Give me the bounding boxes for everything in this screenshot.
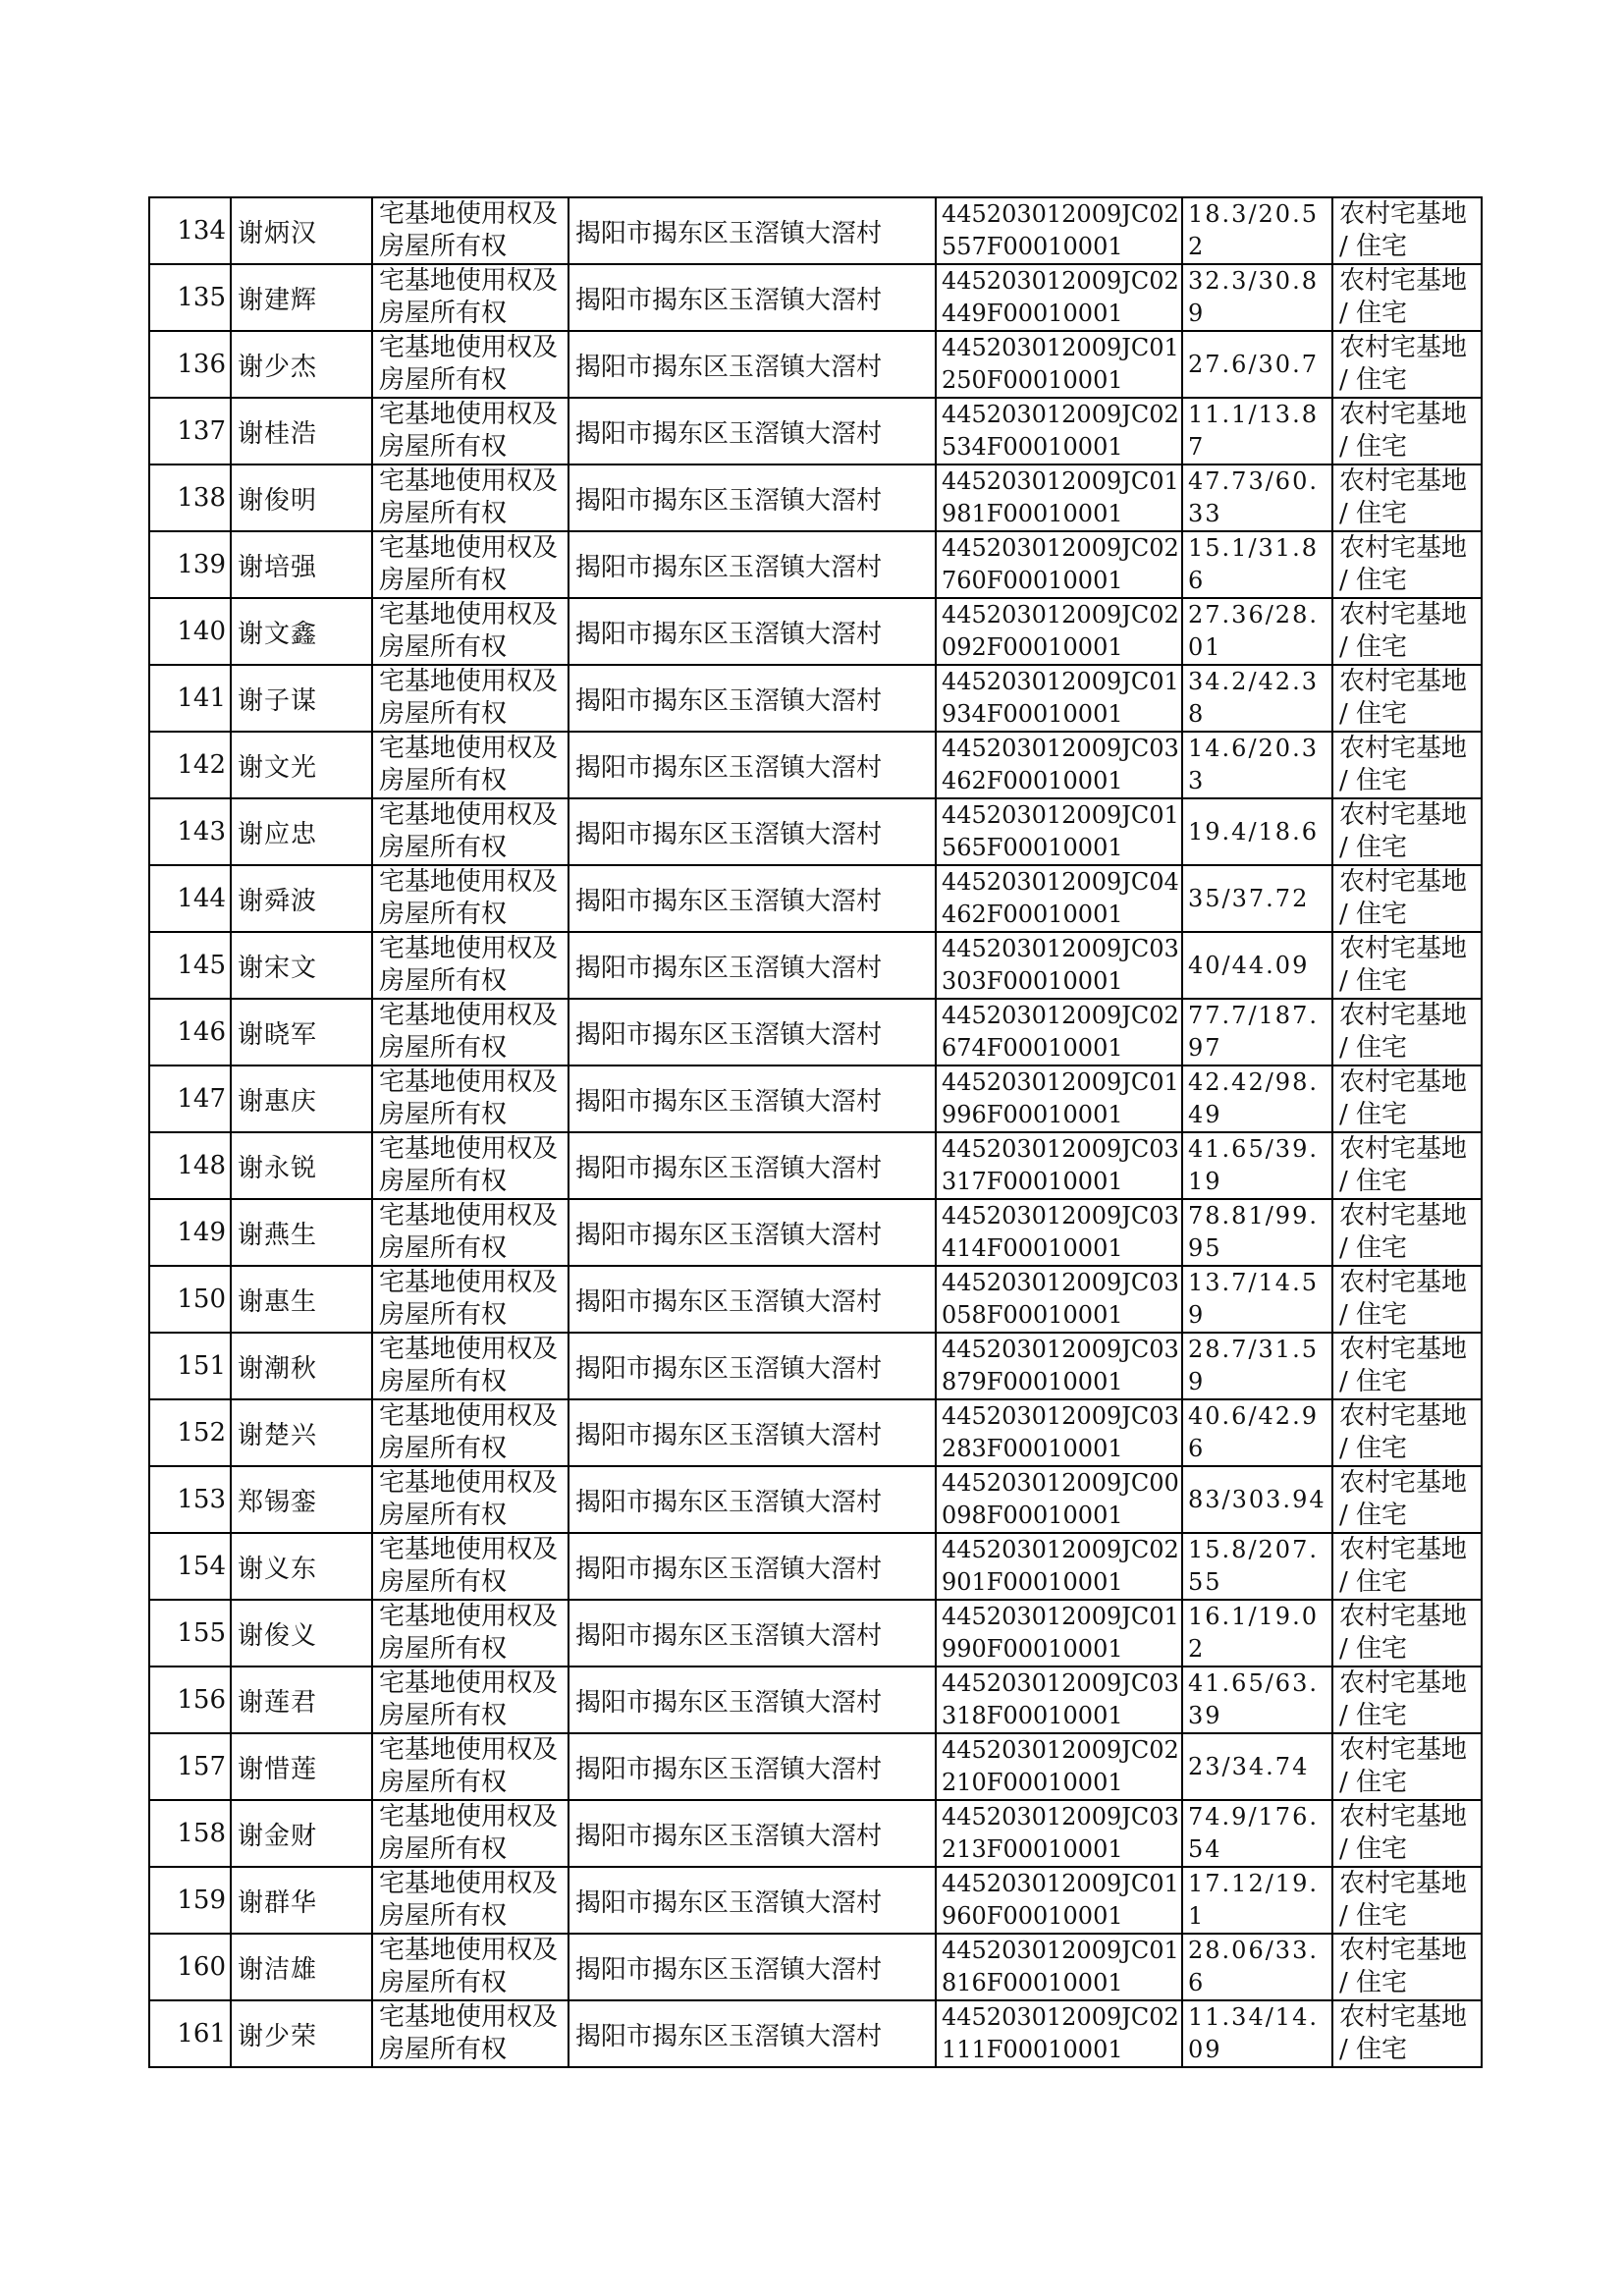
row-number-cell: 141 [149, 665, 231, 732]
row-number-cell: 157 [149, 1733, 231, 1800]
right-type-cell: 宅基地使用权及房屋所有权 [372, 932, 568, 999]
right-type-cell: 宅基地使用权及房屋所有权 [372, 1667, 568, 1733]
land-use-cell: 农村宅基地 / 住宅 [1332, 1867, 1482, 1934]
area-values-cell: 28.06/33.6 [1182, 1934, 1332, 2000]
land-use-cell: 农村宅基地 / 住宅 [1332, 1399, 1482, 1466]
unit-code-cell: 445203012009JC02901F00010001 [936, 1533, 1182, 1600]
right-type-cell: 宅基地使用权及房屋所有权 [372, 1132, 568, 1199]
unit-code-cell: 445203012009JC01816F00010001 [936, 1934, 1182, 2000]
right-type-cell: 宅基地使用权及房屋所有权 [372, 531, 568, 598]
row-number-cell: 154 [149, 1533, 231, 1600]
area-values-cell: 77.7/187.97 [1182, 999, 1332, 1066]
unit-code-cell: 445203012009JC02449F00010001 [936, 264, 1182, 331]
unit-code-cell: 445203012009JC03213F00010001 [936, 1800, 1182, 1867]
land-use-cell: 农村宅基地 / 住宅 [1332, 197, 1482, 264]
row-number-cell: 160 [149, 1934, 231, 2000]
right-type-cell: 宅基地使用权及房屋所有权 [372, 598, 568, 665]
right-type-cell: 宅基地使用权及房屋所有权 [372, 1934, 568, 2000]
area-values-cell: 14.6/20.33 [1182, 732, 1332, 798]
row-number-cell: 147 [149, 1066, 231, 1132]
row-number-cell: 149 [149, 1199, 231, 1266]
land-use-cell: 农村宅基地 / 住宅 [1332, 1466, 1482, 1533]
unit-code-cell: 445203012009JC02760F00010001 [936, 531, 1182, 598]
unit-code-cell: 445203012009JC03303F00010001 [936, 932, 1182, 999]
land-use-cell: 农村宅基地 / 住宅 [1332, 531, 1482, 598]
table-row [149, 798, 1482, 865]
right-type-cell: 宅基地使用权及房屋所有权 [372, 798, 568, 865]
table-row [149, 2000, 1482, 2067]
right-type-cell: 宅基地使用权及房屋所有权 [372, 1399, 568, 1466]
land-use-cell: 农村宅基地 / 住宅 [1332, 331, 1482, 398]
property-location-cell: 揭阳市揭东区玉滘镇大滘村 [568, 798, 936, 865]
area-values-cell: 16.1/19.02 [1182, 1600, 1332, 1667]
area-values-cell: 83/303.94 [1182, 1466, 1332, 1533]
property-location-cell: 揭阳市揭东区玉滘镇大滘村 [568, 598, 936, 665]
row-number-cell: 148 [149, 1132, 231, 1199]
right-type-cell: 宅基地使用权及房屋所有权 [372, 331, 568, 398]
unit-code-cell: 445203012009JC01996F00010001 [936, 1066, 1182, 1132]
row-number-cell: 155 [149, 1600, 231, 1667]
row-number-cell: 150 [149, 1266, 231, 1333]
holder-name-cell: 谢桂浩 [231, 398, 372, 464]
unit-code-cell: 445203012009JC01981F00010001 [936, 464, 1182, 531]
property-location-cell: 揭阳市揭东区玉滘镇大滘村 [568, 1066, 936, 1132]
table-row [149, 1733, 1482, 1800]
holder-name-cell: 谢应忠 [231, 798, 372, 865]
property-location-cell: 揭阳市揭东区玉滘镇大滘村 [568, 1533, 936, 1600]
row-number-cell: 138 [149, 464, 231, 531]
right-type-cell: 宅基地使用权及房屋所有权 [372, 665, 568, 732]
area-values-cell: 27.6/30.7 [1182, 331, 1332, 398]
right-type-cell: 宅基地使用权及房屋所有权 [372, 1266, 568, 1333]
holder-name-cell: 谢楚兴 [231, 1399, 372, 1466]
right-type-cell: 宅基地使用权及房屋所有权 [372, 1800, 568, 1867]
area-values-cell: 19.4/18.6 [1182, 798, 1332, 865]
table-row [149, 1466, 1482, 1533]
holder-name-cell: 谢惜莲 [231, 1733, 372, 1800]
property-location-cell: 揭阳市揭东区玉滘镇大滘村 [568, 531, 936, 598]
holder-name-cell: 谢永锐 [231, 1132, 372, 1199]
holder-name-cell: 郑锡銮 [231, 1466, 372, 1533]
holder-name-cell: 谢潮秋 [231, 1333, 372, 1399]
right-type-cell: 宅基地使用权及房屋所有权 [372, 1733, 568, 1800]
row-number-cell: 145 [149, 932, 231, 999]
area-values-cell: 27.36/28.01 [1182, 598, 1332, 665]
table-row [149, 1132, 1482, 1199]
row-number-cell: 140 [149, 598, 231, 665]
table-row [149, 1533, 1482, 1600]
row-number-cell: 146 [149, 999, 231, 1066]
unit-code-cell: 445203012009JC02111F00010001 [936, 2000, 1182, 2067]
unit-code-cell: 445203012009JC02534F00010001 [936, 398, 1182, 464]
right-type-cell: 宅基地使用权及房屋所有权 [372, 1333, 568, 1399]
property-location-cell: 揭阳市揭东区玉滘镇大滘村 [568, 1266, 936, 1333]
area-values-cell: 74.9/176.54 [1182, 1800, 1332, 1867]
area-values-cell: 42.42/98.49 [1182, 1066, 1332, 1132]
land-use-cell: 农村宅基地 / 住宅 [1332, 665, 1482, 732]
table-row [149, 464, 1482, 531]
land-use-cell: 农村宅基地 / 住宅 [1332, 1266, 1482, 1333]
area-values-cell: 32.3/30.89 [1182, 264, 1332, 331]
table-row [149, 598, 1482, 665]
holder-name-cell: 谢群华 [231, 1867, 372, 1934]
holder-name-cell: 谢子谋 [231, 665, 372, 732]
property-location-cell: 揭阳市揭东区玉滘镇大滘村 [568, 331, 936, 398]
area-values-cell: 11.34/14.09 [1182, 2000, 1332, 2067]
right-type-cell: 宅基地使用权及房屋所有权 [372, 1466, 568, 1533]
holder-name-cell: 谢培强 [231, 531, 372, 598]
row-number-cell: 134 [149, 197, 231, 264]
area-values-cell: 78.81/99.95 [1182, 1199, 1332, 1266]
row-number-cell: 136 [149, 331, 231, 398]
table-row [149, 398, 1482, 464]
area-values-cell: 35/37.72 [1182, 865, 1332, 932]
right-type-cell: 宅基地使用权及房屋所有权 [372, 1199, 568, 1266]
holder-name-cell: 谢惠庆 [231, 1066, 372, 1132]
holder-name-cell: 谢文鑫 [231, 598, 372, 665]
unit-code-cell: 445203012009JC03462F00010001 [936, 732, 1182, 798]
right-type-cell: 宅基地使用权及房屋所有权 [372, 2000, 568, 2067]
land-use-cell: 农村宅基地 / 住宅 [1332, 1199, 1482, 1266]
land-use-cell: 农村宅基地 / 住宅 [1332, 1934, 1482, 2000]
right-type-cell: 宅基地使用权及房屋所有权 [372, 732, 568, 798]
property-location-cell: 揭阳市揭东区玉滘镇大滘村 [568, 1132, 936, 1199]
area-values-cell: 18.3/20.52 [1182, 197, 1332, 264]
row-number-cell: 143 [149, 798, 231, 865]
unit-code-cell: 445203012009JC01990F00010001 [936, 1600, 1182, 1667]
unit-code-cell: 445203012009JC01250F00010001 [936, 331, 1182, 398]
table-row [149, 1266, 1482, 1333]
table-row [149, 1667, 1482, 1733]
land-use-cell: 农村宅基地 / 住宅 [1332, 1800, 1482, 1867]
unit-code-cell: 445203012009JC02674F00010001 [936, 999, 1182, 1066]
land-use-cell: 农村宅基地 / 住宅 [1332, 865, 1482, 932]
unit-code-cell: 445203012009JC03058F00010001 [936, 1266, 1182, 1333]
land-use-cell: 农村宅基地 / 住宅 [1332, 2000, 1482, 2067]
area-values-cell: 40.6/42.96 [1182, 1399, 1332, 1466]
area-values-cell: 17.12/19.1 [1182, 1867, 1332, 1934]
land-use-cell: 农村宅基地 / 住宅 [1332, 598, 1482, 665]
area-values-cell: 41.65/39.19 [1182, 1132, 1332, 1199]
row-number-cell: 158 [149, 1800, 231, 1867]
table-body [149, 197, 1482, 2067]
right-type-cell: 宅基地使用权及房屋所有权 [372, 1600, 568, 1667]
property-location-cell: 揭阳市揭东区玉滘镇大滘村 [568, 264, 936, 331]
right-type-cell: 宅基地使用权及房屋所有权 [372, 1867, 568, 1934]
area-values-cell: 47.73/60.33 [1182, 464, 1332, 531]
unit-code-cell: 445203012009JC00098F00010001 [936, 1466, 1182, 1533]
property-location-cell: 揭阳市揭东区玉滘镇大滘村 [568, 999, 936, 1066]
land-use-cell: 农村宅基地 / 住宅 [1332, 398, 1482, 464]
table-row [149, 865, 1482, 932]
property-location-cell: 揭阳市揭东区玉滘镇大滘村 [568, 2000, 936, 2067]
area-values-cell: 41.65/63.39 [1182, 1667, 1332, 1733]
land-use-cell: 农村宅基地 / 住宅 [1332, 464, 1482, 531]
table-row [149, 1399, 1482, 1466]
unit-code-cell: 445203012009JC01565F00010001 [936, 798, 1182, 865]
row-number-cell: 151 [149, 1333, 231, 1399]
unit-code-cell: 445203012009JC03879F00010001 [936, 1333, 1182, 1399]
holder-name-cell: 谢晓军 [231, 999, 372, 1066]
land-use-cell: 农村宅基地 / 住宅 [1332, 1600, 1482, 1667]
unit-code-cell: 445203012009JC04462F00010001 [936, 865, 1182, 932]
property-location-cell: 揭阳市揭东区玉滘镇大滘村 [568, 1399, 936, 1466]
row-number-cell: 161 [149, 2000, 231, 2067]
holder-name-cell: 谢建辉 [231, 264, 372, 331]
area-values-cell: 34.2/42.38 [1182, 665, 1332, 732]
property-location-cell: 揭阳市揭东区玉滘镇大滘村 [568, 1867, 936, 1934]
right-type-cell: 宅基地使用权及房屋所有权 [372, 398, 568, 464]
unit-code-cell: 445203012009JC03283F00010001 [936, 1399, 1182, 1466]
row-number-cell: 139 [149, 531, 231, 598]
property-location-cell: 揭阳市揭东区玉滘镇大滘村 [568, 732, 936, 798]
table-row [149, 331, 1482, 398]
row-number-cell: 135 [149, 264, 231, 331]
unit-code-cell: 445203012009JC01960F00010001 [936, 1867, 1182, 1934]
row-number-cell: 153 [149, 1466, 231, 1533]
unit-code-cell: 445203012009JC02557F00010001 [936, 197, 1182, 264]
unit-code-cell: 445203012009JC02210F00010001 [936, 1733, 1182, 1800]
holder-name-cell: 谢洁雄 [231, 1934, 372, 2000]
property-location-cell: 揭阳市揭东区玉滘镇大滘村 [568, 1733, 936, 1800]
land-use-cell: 农村宅基地 / 住宅 [1332, 264, 1482, 331]
land-use-cell: 农村宅基地 / 住宅 [1332, 732, 1482, 798]
unit-code-cell: 445203012009JC03317F00010001 [936, 1132, 1182, 1199]
table-row [149, 531, 1482, 598]
row-number-cell: 137 [149, 398, 231, 464]
unit-code-cell: 445203012009JC01934F00010001 [936, 665, 1182, 732]
right-type-cell: 宅基地使用权及房屋所有权 [372, 197, 568, 264]
right-type-cell: 宅基地使用权及房屋所有权 [372, 865, 568, 932]
area-values-cell: 28.7/31.59 [1182, 1333, 1332, 1399]
property-location-cell: 揭阳市揭东区玉滘镇大滘村 [568, 1667, 936, 1733]
table-row [149, 1867, 1482, 1934]
row-number-cell: 152 [149, 1399, 231, 1466]
table-row [149, 665, 1482, 732]
right-type-cell: 宅基地使用权及房屋所有权 [372, 264, 568, 331]
holder-name-cell: 谢少杰 [231, 331, 372, 398]
unit-code-cell: 445203012009JC02092F00010001 [936, 598, 1182, 665]
property-location-cell: 揭阳市揭东区玉滘镇大滘村 [568, 1333, 936, 1399]
property-location-cell: 揭阳市揭东区玉滘镇大滘村 [568, 1466, 936, 1533]
holder-name-cell: 谢莲君 [231, 1667, 372, 1733]
row-number-cell: 142 [149, 732, 231, 798]
property-location-cell: 揭阳市揭东区玉滘镇大滘村 [568, 1199, 936, 1266]
table-row [149, 1800, 1482, 1867]
area-values-cell: 23/34.74 [1182, 1733, 1332, 1800]
holder-name-cell: 谢俊义 [231, 1600, 372, 1667]
property-location-cell: 揭阳市揭东区玉滘镇大滘村 [568, 197, 936, 264]
right-type-cell: 宅基地使用权及房屋所有权 [372, 999, 568, 1066]
row-number-cell: 156 [149, 1667, 231, 1733]
holder-name-cell: 谢宋文 [231, 932, 372, 999]
table-row [149, 999, 1482, 1066]
area-values-cell: 11.1/13.87 [1182, 398, 1332, 464]
property-location-cell: 揭阳市揭东区玉滘镇大滘村 [568, 665, 936, 732]
table-row [149, 1600, 1482, 1667]
holder-name-cell: 谢文光 [231, 732, 372, 798]
right-type-cell: 宅基地使用权及房屋所有权 [372, 464, 568, 531]
table-row [149, 1066, 1482, 1132]
area-values-cell: 15.1/31.86 [1182, 531, 1332, 598]
holder-name-cell: 谢少荣 [231, 2000, 372, 2067]
holder-name-cell: 谢惠生 [231, 1266, 372, 1333]
area-values-cell: 40/44.09 [1182, 932, 1332, 999]
property-location-cell: 揭阳市揭东区玉滘镇大滘村 [568, 1600, 936, 1667]
right-type-cell: 宅基地使用权及房屋所有权 [372, 1066, 568, 1132]
property-location-cell: 揭阳市揭东区玉滘镇大滘村 [568, 464, 936, 531]
holder-name-cell: 谢燕生 [231, 1199, 372, 1266]
table-row [149, 197, 1482, 264]
holder-name-cell: 谢义东 [231, 1533, 372, 1600]
holder-name-cell: 谢炳汉 [231, 197, 372, 264]
table-row [149, 1333, 1482, 1399]
property-location-cell: 揭阳市揭东区玉滘镇大滘村 [568, 398, 936, 464]
table-row [149, 264, 1482, 331]
row-number-cell: 159 [149, 1867, 231, 1934]
area-values-cell: 15.8/207.55 [1182, 1533, 1332, 1600]
property-location-cell: 揭阳市揭东区玉滘镇大滘村 [568, 1800, 936, 1867]
area-values-cell: 13.7/14.59 [1182, 1266, 1332, 1333]
land-use-cell: 农村宅基地 / 住宅 [1332, 1066, 1482, 1132]
row-number-cell: 144 [149, 865, 231, 932]
table-row [149, 1199, 1482, 1266]
land-use-cell: 农村宅基地 / 住宅 [1332, 1733, 1482, 1800]
land-use-cell: 农村宅基地 / 住宅 [1332, 1667, 1482, 1733]
property-rights-table [148, 196, 1483, 2068]
unit-code-cell: 445203012009JC03414F00010001 [936, 1199, 1182, 1266]
property-location-cell: 揭阳市揭东区玉滘镇大滘村 [568, 865, 936, 932]
holder-name-cell: 谢俊明 [231, 464, 372, 531]
land-use-cell: 农村宅基地 / 住宅 [1332, 1533, 1482, 1600]
table-row [149, 1934, 1482, 2000]
property-location-cell: 揭阳市揭东区玉滘镇大滘村 [568, 932, 936, 999]
table-row [149, 732, 1482, 798]
property-location-cell: 揭阳市揭东区玉滘镇大滘村 [568, 1934, 936, 2000]
holder-name-cell: 谢舜波 [231, 865, 372, 932]
holder-name-cell: 谢金财 [231, 1800, 372, 1867]
land-use-cell: 农村宅基地 / 住宅 [1332, 1333, 1482, 1399]
right-type-cell: 宅基地使用权及房屋所有权 [372, 1533, 568, 1600]
land-use-cell: 农村宅基地 / 住宅 [1332, 798, 1482, 865]
land-use-cell: 农村宅基地 / 住宅 [1332, 999, 1482, 1066]
unit-code-cell: 445203012009JC03318F00010001 [936, 1667, 1182, 1733]
table-row [149, 932, 1482, 999]
land-use-cell: 农村宅基地 / 住宅 [1332, 1132, 1482, 1199]
land-use-cell: 农村宅基地 / 住宅 [1332, 932, 1482, 999]
